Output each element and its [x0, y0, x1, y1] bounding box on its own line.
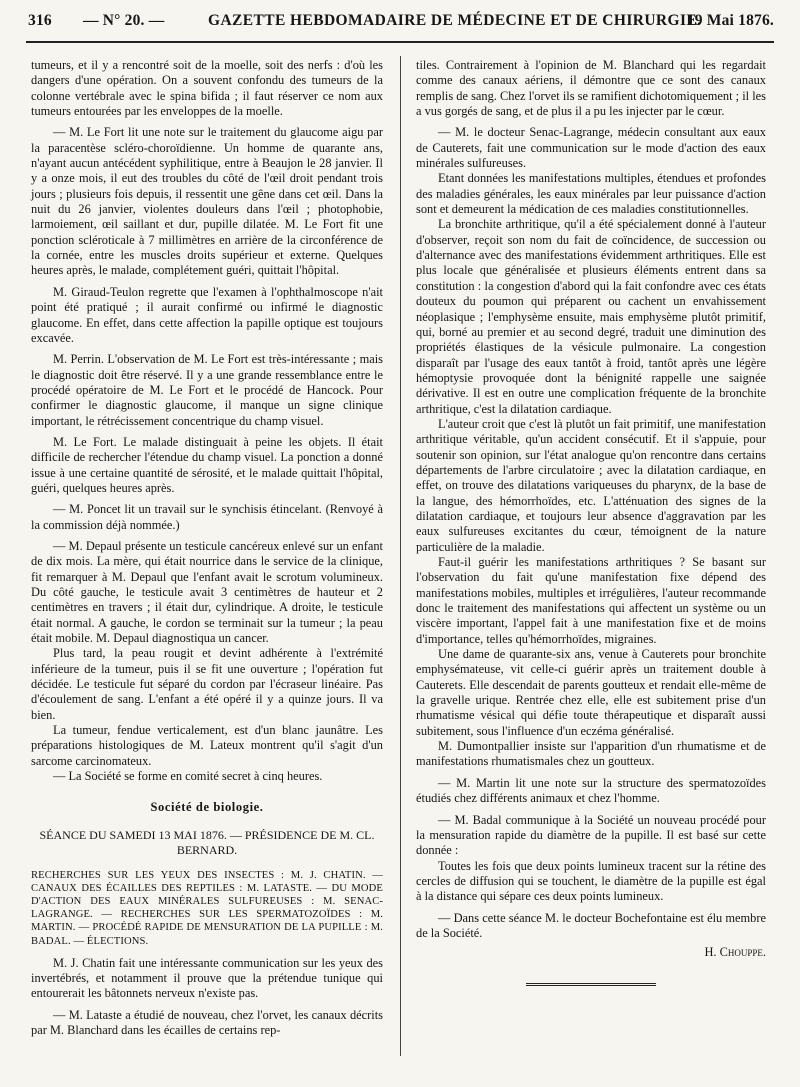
- paragraph: M. Dumontpallier insiste sur l'apparition d'un rhumatisme et de manifestations rhumatismales chez un goutteux.: [416, 739, 766, 769]
- paragraph: — M. Le Fort lit une note sur le traitement du glaucome aigu par la paracentèse scléro-choroïdienne. Un homme de quarante ans, n'ayant aucun antécédent syphilitique, entre à Beaujon le 28 janvier. Il y a onze mois, il eut des troubles du côté de l'œil droit pendant trois jours ; plusieurs fois depuis, il ressentit une gêne dans cet œil. Dans la nuit du 26 janvier, violentes douleurs dans l'œil ; photophobie, larmoiement, œil saillant et dur, pupille dilatée. M. Le Fort fit une ponction scléroticale à 7 millimètres en arrière de la circonférence de la cornée, entre les muscles droits supérieur et externe. Quelques heures après, le malade, complétement guéri, quittait l'hôpital.: [31, 125, 383, 278]
- left-column: [31, 58, 383, 1038]
- paragraph: Toutes les fois que deux points lumineux tracent sur la rétine des cercles de diffusion qui se touchent, le diamètre de la pupille est égal à la distance qui sépare ces deux points lumineux.: [416, 858, 766, 904]
- signature: H. Chouppe.: [704, 945, 766, 960]
- paragraph: La tumeur, fendue verticalement, est d'un blanc jaunâtre. Les préparations histologiques de M. Lateux montrent qu'il s'agit d'un sarcome carcinomateux.: [31, 723, 383, 768]
- paragraph: — M. le docteur Senac-Lagrange, médecin consultant aux eaux de Cauterets, fait une communication sur le mode d'action des eaux minérales sulfureuses.: [416, 125, 766, 171]
- paragraph: tumeurs, et il y a rencontré soit de la moelle, soit des nerfs : d'où les dangers d'une opération. On a souvent confondu des tumeurs de la colonne vertébrale avec le spina bifida ; il faut réserver ce nom aux tumeurs entourées par les enveloppes de la moelle.: [31, 58, 383, 119]
- paragraph: — M. Badal communique à la Société un nouveau procédé pour la mensuration rapide du diamètre de la pupille. Il est basé sur cette donnée :: [416, 812, 766, 858]
- seance-line: SÉANCE DU SAMEDI 13 MAI 1876. — PRÉSIDENCE DE M. CL. BERNARD.: [39, 827, 375, 858]
- paragraph: — M. Poncet lit un travail sur le synchisis étincelant. (Renvoyé à la commission déjà nommée.): [31, 502, 383, 532]
- paragraph: Etant données les manifestations multiples, étendues et profondes des maladies générales, les eaux minérales par leur puissance d'action sont et demeurent la médication de ces maladies constitutionnelles.: [416, 171, 766, 217]
- paragraph: M. Le Fort. Le malade distinguait à peine les objets. Il était difficile de rechercher l'étendue du champ visuel. La ponction a donné issue à une certaine quantité de sérosité, et le malade quittait l'hôpital, guéri, quelques heures après.: [31, 434, 383, 495]
- paragraph: L'auteur croit que c'est là plutôt un fait primitif, une manifestation arthritique véritable, qu'un accident consécutif. Et il s'appuie, pour soutenir son opinion, sur l'état analogue qu'on rencontre dans certains départements de l'arbre circulatoire ; avec la dilatation cardiaque, en effet, on trouve des dilatations variqueuses du pharynx, de la base de la langue, des hémorrhoïdes, etc. L'atténuation des signes de la dilatation cardiaque, et toujours leur absence d'aggravation par les eaux sulfureuses excitantes du cœur, témoignent de la nature particulière de la maladie.: [416, 416, 766, 554]
- page-header: [26, 10, 774, 40]
- journal-title: GAZETTE HEBDOMADAIRE DE MÉDECINE ET DE CHIRURGIE.: [208, 12, 702, 29]
- paragraph: M. Giraud-Teulon regrette que l'examen à l'ophthalmoscope n'ait point été pratiqué ; il aurait confirmé ou infirmé le diagnostic glaucome. En effet, dans cette affection la papille optique est toujours excavée.: [31, 284, 383, 345]
- paragraph: — M. Depaul présente un testicule cancéreux enlevé sur un enfant de dix mois. La mère, qui était nourrice dans le service de la clinique, fit remarquer à M. Depaul que l'enfant avait le scrotum volumineux. Du côté gauche, le testicule avait 3 centimètres de hauteur et 2 centimètres en travers ; il était dur, cylindrique. A droite, le testicule était normal. A gauche, le cordon se terminait sur la tumeur ; la peau était mobile. M. Depaul diagnostiqua un cancer.: [31, 538, 383, 646]
- paragraph: M. Perrin. L'observation de M. Le Fort est très-intéressante ; mais le diagnostic doit être réservé. Il y a une grande ressemblance entre le procédé opératoire de M. Le Fort et le procédé de Hancock. Pour confirmer le diagnostic glaucome, il manque un signe clinique important, le rétrécissement concentrique du champ visuel.: [31, 352, 383, 428]
- paragraph: — M. Lataste a étudié de nouveau, chez l'orvet, les canaux décrits par M. Blanchard dans les écailles de certains rep-: [31, 1007, 383, 1038]
- page-number: 316: [28, 12, 52, 29]
- paragraph: Une dame de quarante-six ans, venue à Cauterets pour bronchite emphysémateuse, vit celle-ci guérir après un traitement double à Cauterets. Elle descendait de parents goutteux et rendait elle-même de la gravelle urique. Rentrée chez elle, elle est subitement prise d'un rhumatisme vésical qui défie toute thérapeutique et disparaît aussi subitement, sous l'influence d'un eczéma généralisé.: [416, 647, 766, 738]
- paragraph: Plus tard, la peau rougit et devint adhérente à l'extrémité inférieure de la tumeur, puis il se fit une ouverture ; l'opération fut décidée. Le testicule fut séparé du cordon par l'écraseur linéaire. Pas d'écoulement de sang. L'enfant a été opéré il y a quinze jours. Il va bien.: [31, 646, 383, 722]
- issue-number: — N° 20. —: [83, 12, 165, 29]
- header-rule: [26, 41, 774, 43]
- paragraph: — La Société se forme en comité secret à cinq heures.: [53, 769, 323, 784]
- paragraph: tiles. Contrairement à l'opinion de M. Blanchard qui les regardait comme des canaux aériens, il démontre que ce sont des canaux remplis de sang. Chez l'orvet ils se ramifient dichotomiquement ; il les a vus gorgés de sang, et de plus il a pu les injecter par le cœur.: [416, 58, 766, 119]
- paragraph: La bronchite arthritique, qu'il a été spécialement donné à l'auteur d'observer, reçoit son nom du fait de coïncidence, de succession ou d'alternance avec des manifestations évidemment arthritiques. Elle est plus locale que généralisée et plusieurs éléments entrent dans sa constitution : la congestion d'abord qui la fait confondre avec ces états douteux du poumon qui préparent ou cachent un envahissement néoplasique ; l'emphysème ensuite, mais emphysème plutôt primitif, qui, borné au premier et au second degré, traduit une diminution des propriétés élastiques de la vésicule pulmonaire. La congestion disparaît par l'usage des eaux tantôt à froid, tantôt après une légère hémoptysie provoquée dont la bénignité rappelle une saignée dérivative. Il est en outre une complication fréquente de la bronchite arthritique, c'est la dilatation cardiaque.: [416, 217, 766, 416]
- end-rule: [526, 983, 656, 986]
- paragraph: Faut-il guérir les manifestations arthritiques ? Se basant sur l'observation du fait qu'une manifestation fixe dépend des manifestations mobiles, multiples et irrégulières, l'auteur recommande donc le traitement des manifestations qui affectent un système ou un viscère important, l'appel fait à une manifestation fixe et de moins d'importance, telles qu'hémorrhoïdes, migraines.: [416, 555, 766, 646]
- paragraph: — Dans cette séance M. le docteur Bochefontaine est élu membre de la Société.: [416, 910, 766, 940]
- right-column: [416, 58, 766, 986]
- session-summary: RECHERCHES SUR LES YEUX DES INSECTES : M. J. CHATIN. — CANAUX DES ÉCAILLES DES REPTILES : M. LATASTE. — DU MODE D'ACTION DES EAUX MINÉRALES SULFUREUSES : M. SENAC-LAGRANGE. — RECHERCHES SUR LES SPERMATOZOÏDES : M. MARTIN. — PROCÉDÉ RAPIDE DE MENSURATION DE LA PUPILLE : M. BADAL. — ÉLECTIONS.: [31, 869, 383, 947]
- issue-date: 19 Mai 1876.: [686, 12, 774, 29]
- section-heading: Société de biologie.: [150, 800, 264, 815]
- column-divider: [400, 56, 401, 1056]
- paragraph: M. J. Chatin fait une intéressante communication sur les yeux des invertébrés, et notamment il prouve que la prétendue tunique qui entourerait les bâtonnets nerveux n'existe pas.: [31, 955, 383, 1001]
- paragraph: — M. Martin lit une note sur la structure des spermatozoïdes étudiés chez différents animaux et chez l'homme.: [416, 775, 766, 806]
